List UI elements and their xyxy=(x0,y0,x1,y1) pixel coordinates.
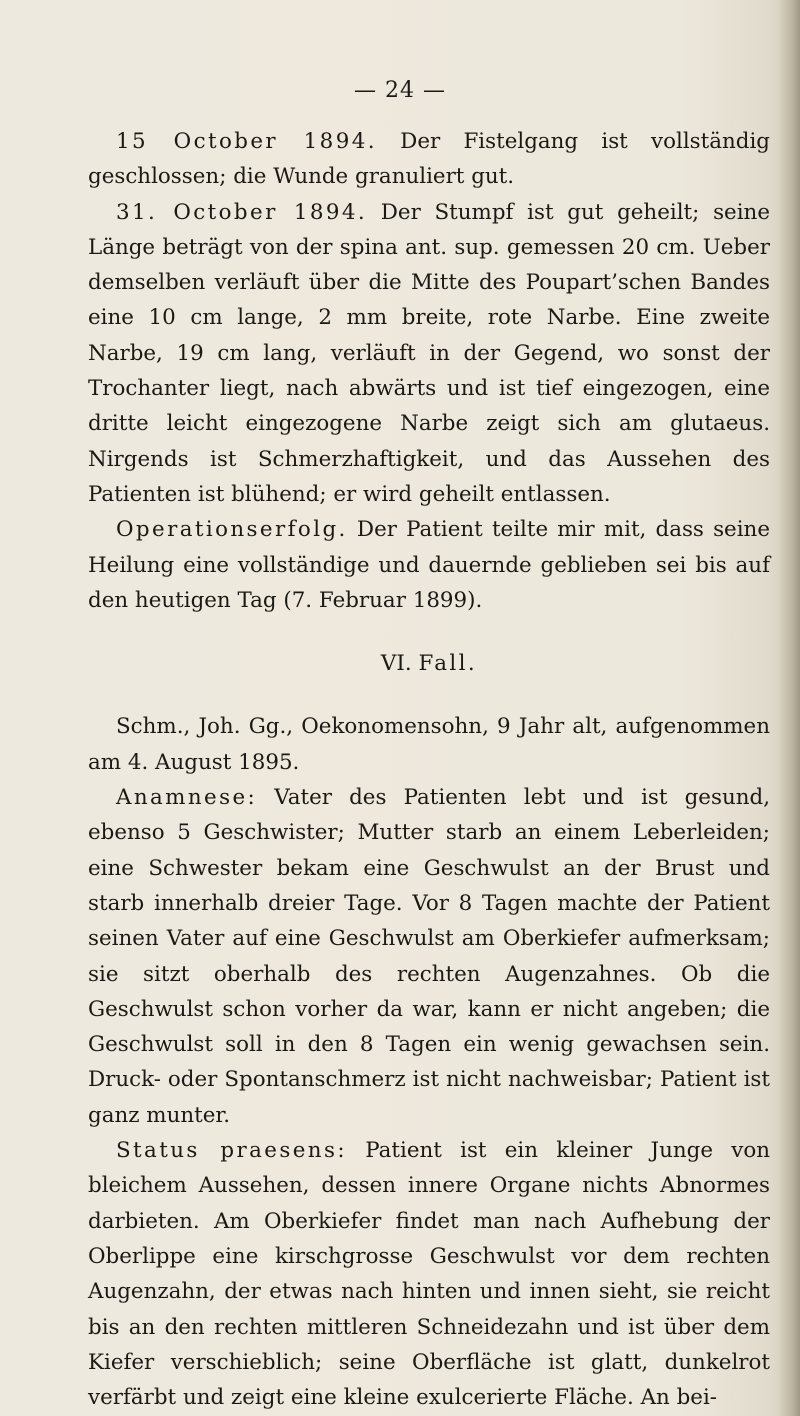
section-lead: Operationserfolg. xyxy=(116,517,348,543)
date-lead: 31. October 1894. xyxy=(116,199,368,225)
page-edge-shadow xyxy=(778,0,800,1416)
paragraph-text: Vater des Patienten lebt und ist gesund, ebenso 5 Geschwister; Mutter starb an einem Leberleiden; eine Schwester bekam eine Geschwulst an der Brust und starb innerhalb dreier Tage. Vor 8 Tagen machte der Patient seinen Vater auf eine Geschwulst am Oberkiefer aufmerksam; sie sitzt oberhalb des rechten Augenzahnes. Ob die Geschwulst schon vorher da war, kann er nicht angeben; die Geschwulst soll in den 8 Tagen ein wenig gewachsen sein. Druck- oder Spontanschmerz ist nicht nachweisbar; Patient ist ganz munter. xyxy=(88,785,770,1128)
paragraph-status-praesens xyxy=(88,1133,770,1415)
date-lead: 15 October 1894. xyxy=(116,129,377,154)
paragraph-text: Patient ist ein kleiner Junge von bleichem Aussehen, dessen innere Organe nichts Abnormes darbieten. Am Oberkiefer findet man nach Aufhebung der Oberlippe eine kirschgrosse Geschwulst vor dem rechten Augenzahn, der etwas nach hinten und innen sieht, sie reicht bis an den rechten mittleren Schneidezahn und ist über dem Kiefer verschieblich; seine Oberfläche ist glatt, dunkelrot verfärbt und zeigt eine kleine exulcerierte Fläche. An bei- xyxy=(88,1138,770,1411)
paragraph-operationserfolg xyxy=(88,512,770,618)
heading-word: Fall. xyxy=(418,651,478,677)
section-lead: Status praesens: xyxy=(116,1138,347,1164)
paragraph-patient-intro xyxy=(88,709,770,780)
paragraph-text: Der Patient teilte mir mit, dass seine Heilung eine vollständige und dauernde geblieben sei bis auf den heutigen Tag (7. Februar 1899). xyxy=(88,517,770,613)
section-lead: Anamnese: xyxy=(116,785,258,811)
paragraph-october-31 xyxy=(88,195,770,513)
paragraph-october-15 xyxy=(88,124,770,195)
paragraph-text: Der Fistelgang ist vollständig geschlossen; die Wunde granuliert gut. xyxy=(88,129,770,190)
paragraph-text: Der Stumpf ist gut geheilt; seine Länge beträgt von der spina ant. sup. gemessen 20 cm. Ueber demselben verläuft über die Mitte des Poupart’schen Bandes eine 10 cm lange, 2 mm breite, rote Narbe. Eine zweite Narbe, 19 cm lang, verläuft in der Gegend, wo sonst der Trochanter liegt, nach abwärts und ist tief eingezogen, eine dritte leicht eingezogene Narbe zeigt sich am glutaeus. Nirgends ist Schmerzhaftigkeit, und das Aussehen des Patienten ist blühend; er wird geheilt entlassen. xyxy=(88,199,770,507)
page-number: — 24 — xyxy=(354,78,446,103)
paragraph-text: Schm., Joh. Gg., Oekonomensohn, 9 Jahr alt, aufgenommen am 4. August 1895. xyxy=(88,714,770,775)
body-text xyxy=(88,124,770,1415)
section-heading xyxy=(88,646,770,681)
paragraph-anamnese xyxy=(88,780,770,1133)
heading-number: VI. xyxy=(380,651,412,677)
